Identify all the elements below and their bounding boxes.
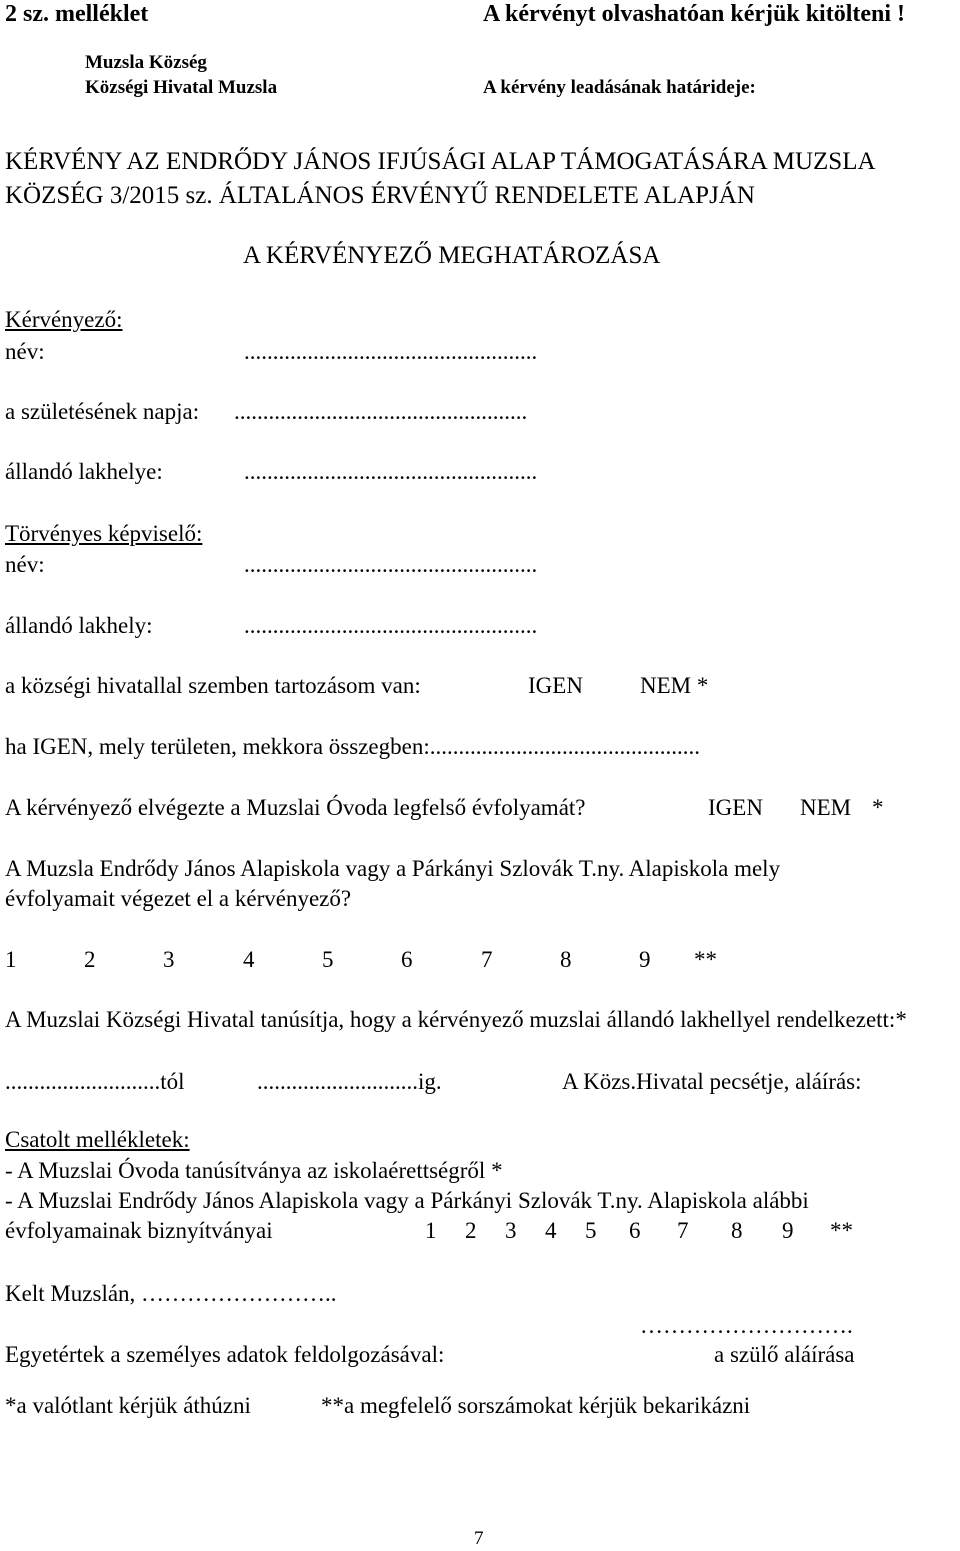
applicant-heading: Kérvényező:: [5, 307, 123, 332]
page-number: 7: [474, 1528, 484, 1549]
debt-no-option[interactable]: NEM *: [640, 673, 709, 698]
deadline-label: A kérvény leadásának határideje:: [483, 77, 756, 98]
grade-mark: **: [694, 947, 717, 972]
debt-question: a községi hivatallal szemben tartozásom van:: [5, 673, 421, 698]
certification-text: A Muzslai Községi Hivatal tanúsítja, hogy a kérvényező muzslai állandó lakhellyel rendelkezett:*: [5, 1007, 907, 1032]
attachment-item-1: - A Muzslai Óvoda tanúsítványa az iskolaérettségről *: [5, 1158, 503, 1183]
kindergarten-no-option[interactable]: NEM: [800, 795, 852, 820]
school-question-line1: A Muzsla Endrődy János Alapiskola vagy a Párkányi Szlovák T.ny. Alapiskola mely: [5, 856, 781, 881]
grade-option-5[interactable]: 5: [322, 947, 334, 972]
attachment-grade-2[interactable]: 2: [465, 1218, 477, 1243]
grade-option-2[interactable]: 2: [84, 947, 96, 972]
attachment-item-2-line2: évfolyamainak biznyítványai: [5, 1218, 273, 1243]
footnote-circle: **a megfelelő sorszámokat kérjük bekarikázni: [321, 1393, 751, 1418]
applicant-name-label: név:: [5, 339, 45, 364]
attachments-heading: Csatolt mellékletek:: [5, 1127, 190, 1152]
kindergarten-star: *: [872, 795, 884, 820]
certification-from-field[interactable]: ...........................tól: [5, 1069, 185, 1094]
document-title-line1: KÉRVÉNY AZ ENDRŐDY JÁNOS IFJÚSÁGI ALAP TÁMOGATÁSÁRA MUZSLA: [5, 148, 876, 175]
parent-signature-line[interactable]: ……………………….: [640, 1313, 853, 1338]
kindergarten-yes-option[interactable]: IGEN: [708, 795, 763, 820]
representative-residence-field[interactable]: ...................................................: [244, 613, 538, 638]
applicant-name-field[interactable]: ...................................................: [244, 339, 538, 364]
attachment-item-2-line1: - A Muzslai Endrődy János Alapiskola vagy a Párkányi Szlovák T.ny. Alapiskola alábbi: [5, 1188, 809, 1213]
annex-label: 2 sz. melléklet: [5, 1, 149, 27]
fill-notice: A kérvényt olvashatóan kérjük kitölteni !: [483, 1, 906, 27]
attachment-grade-8[interactable]: 8: [731, 1218, 743, 1243]
attachment-grade-7[interactable]: 7: [677, 1218, 689, 1243]
representative-name-field[interactable]: ...................................................: [244, 552, 538, 577]
applicant-residence-field[interactable]: ...................................................: [244, 459, 538, 484]
place-date-field[interactable]: Kelt Muzslán, ……………………..: [5, 1281, 337, 1306]
office-stamp-label: A Közs.Hivatal pecsétje, aláírás:: [562, 1069, 862, 1094]
school-question-line2: évfolyamait végezet el a kérvényező?: [5, 886, 352, 911]
debt-yes-option[interactable]: IGEN: [528, 673, 583, 698]
debt-detail-field[interactable]: ha IGEN, mely területen, mekkora összegben:...............................................: [5, 734, 700, 759]
office-name: Községi Hivatal Muzsla: [85, 77, 278, 98]
certification-to-field[interactable]: ............................ig.: [257, 1069, 442, 1094]
parent-signature-label: a szülő aláírása: [714, 1342, 855, 1367]
consent-text: Egyetértek a személyes adatok feldolgozásával:: [5, 1342, 445, 1367]
representative-name-label: név:: [5, 552, 45, 577]
document-title-line2: KÖZSÉG 3/2015 sz. ÁLTALÁNOS ÉRVÉNYŰ RENDELETE ALAPJÁN: [5, 182, 755, 209]
municipality-name: Muzsla Község: [85, 52, 207, 73]
attachment-grade-4[interactable]: 4: [545, 1218, 557, 1243]
representative-residence-label: állandó lakhely:: [5, 613, 153, 638]
applicant-birth-label: a születésének napja:: [5, 399, 200, 424]
grade-option-3[interactable]: 3: [163, 947, 175, 972]
section-heading: A KÉRVÉNYEZŐ MEGHATÁROZÁSA: [243, 242, 661, 269]
applicant-residence-label: állandó lakhelye:: [5, 459, 163, 484]
attachment-grade-1[interactable]: 1: [425, 1218, 437, 1243]
grade-option-4[interactable]: 4: [243, 947, 255, 972]
attachment-grade-5[interactable]: 5: [585, 1218, 597, 1243]
attachment-grade-mark: **: [830, 1218, 853, 1243]
applicant-birth-field[interactable]: ...................................................: [234, 399, 528, 424]
attachment-grade-3[interactable]: 3: [505, 1218, 517, 1243]
grade-option-9[interactable]: 9: [639, 947, 651, 972]
representative-heading: Törvényes képviselő:: [5, 521, 203, 546]
attachment-grade-6[interactable]: 6: [629, 1218, 641, 1243]
grade-option-7[interactable]: 7: [481, 947, 493, 972]
grade-option-1[interactable]: 1: [5, 947, 17, 972]
grade-option-6[interactable]: 6: [401, 947, 413, 972]
footnote-strike: *a valótlant kérjük áthúzni: [5, 1393, 251, 1418]
grade-option-8[interactable]: 8: [560, 947, 572, 972]
attachment-grade-9[interactable]: 9: [782, 1218, 794, 1243]
kindergarten-question: A kérvényező elvégezte a Muzslai Óvoda legfelső évfolyamát?: [5, 795, 586, 820]
